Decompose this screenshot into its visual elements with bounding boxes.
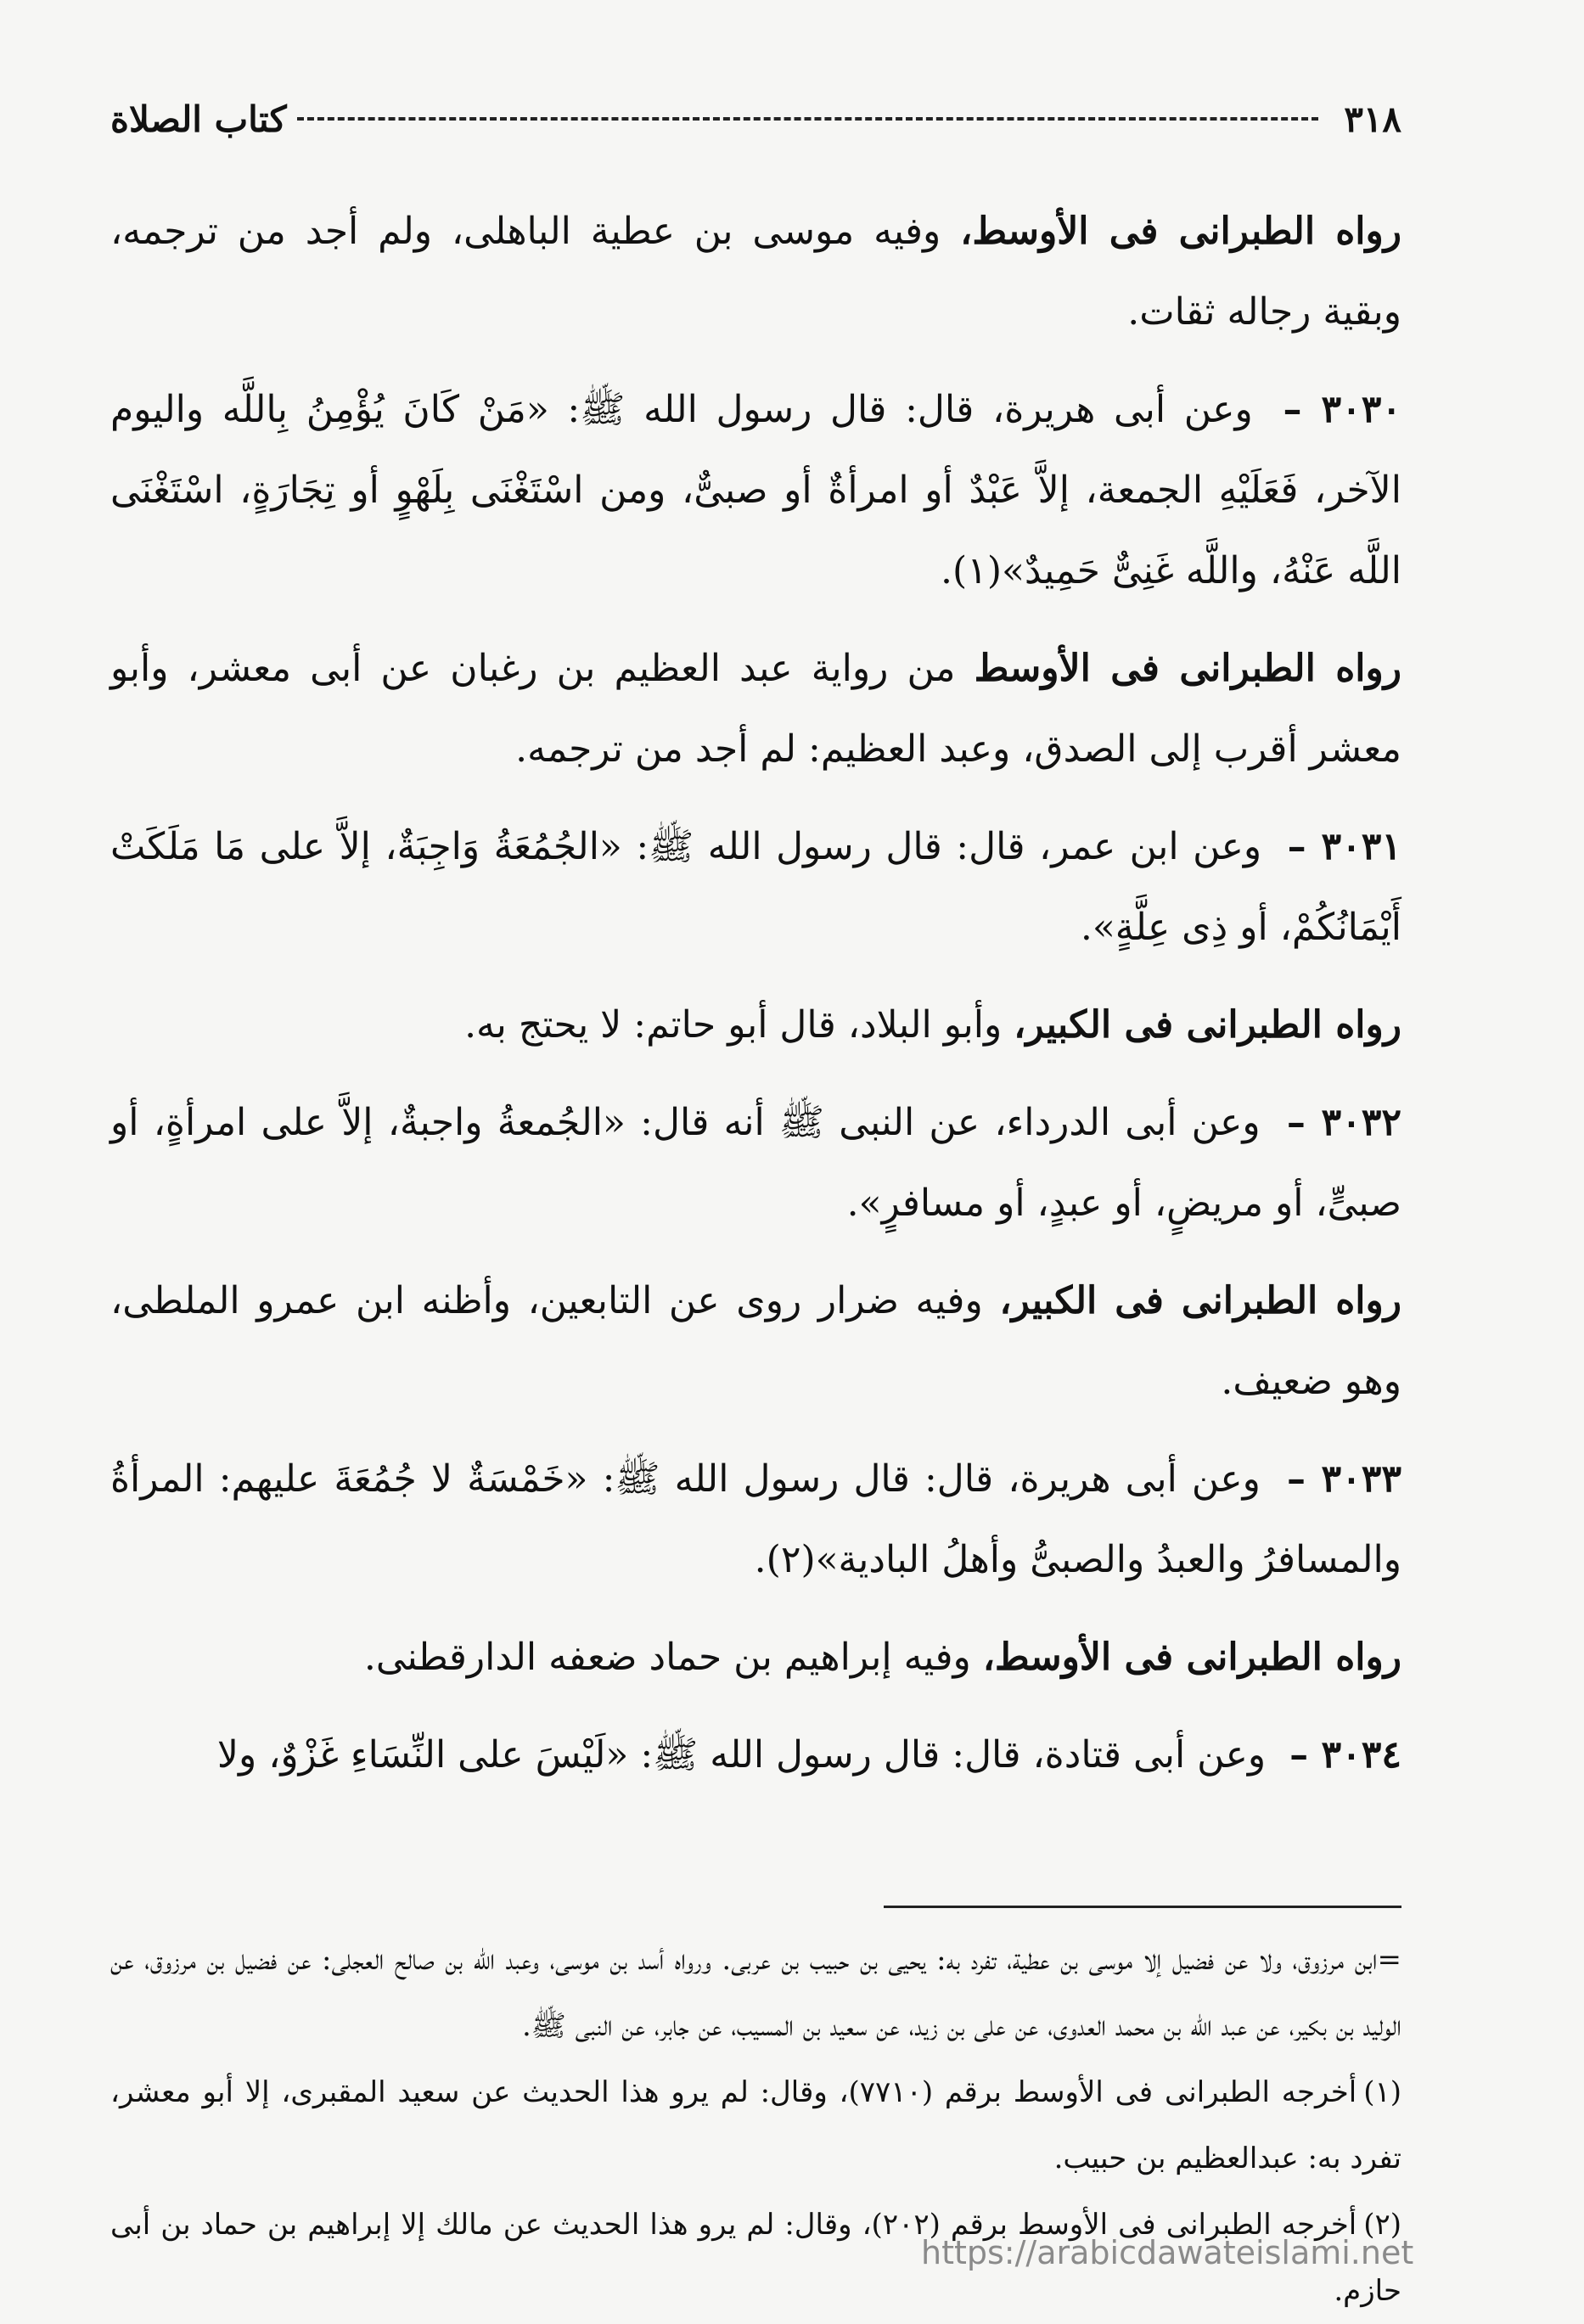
commentary-text: وفيه ضرار روى عن التابعين، وأظنه ابن عمرو الملطى، وهو ضعيف.	[110, 1279, 1401, 1403]
source-citation: رواه الطبرانى فى الكبير،	[999, 1279, 1401, 1322]
page-header	[110, 89, 1401, 149]
hadith-3031	[110, 806, 1401, 968]
page-number: ٣١٨	[1344, 98, 1401, 140]
hadith-text: وعن أبى قتادة، قال: قال رسول الله ﷺ: «لَيْسَ على النِّسَاءِ غَزْوٌ، ولا	[216, 1733, 1278, 1777]
hadith-text: وعن أبى الدرداء، عن النبى ﷺ أنه قال: «الجُمعةُ واجبةٌ، إلاَّ على امرأةٍ، أو صبىٍّ، أو مريضٍ، أو عبدٍ، أو مسافرٍ».	[110, 1101, 1401, 1225]
source-watermark: https://arabicdawateislami.net	[921, 2234, 1414, 2271]
header-dashed-rule	[297, 117, 1319, 121]
hadith-text: وعن ابن عمر، قال: قال رسول الله ﷺ: «الجُمُعَةُ وَاجِبَةٌ، إلاَّ على مَا مَلَكَتْ أَيْمَانُكُمْ، أو ذِى عِلَّةٍ».	[110, 825, 1401, 949]
footnote-text: أخرجه الطبرانى فى الأوسط برقم (٧٧١٠)، وقال: لم يرو هذا الحديث عن سعيد المقبرى، إلا أبو معشر، تفرد به: عبدالعظيم بن حبيب.	[110, 2075, 1401, 2175]
commentary-paragraph	[110, 628, 1401, 789]
footnote-1	[110, 2059, 1401, 2192]
book-title: كتاب الصلاة	[110, 98, 287, 140]
footnote-divider	[884, 1906, 1401, 1908]
hadith-3030	[110, 369, 1401, 611]
commentary-paragraph	[110, 1260, 1401, 1422]
hadith-text: وعن أبى هريرة، قال: قال رسول الله ﷺ: «مَنْ كَانَ يُؤْمِنُ بِاللَّه واليوم الآخر، فَعَلَيْهِ الجمعة، إلاَّ عَبْدٌ أو امرأةٌ أو صبىٌّ، ومن اسْتَغْنَى بِلَهْوٍ أو تِجَارَةٍ، اسْتَغْنَى اللَّه عَنْهُ، واللَّه غَنِىٌّ حَمِيدٌ»(١).	[110, 388, 1401, 592]
footnote-continuation: =ابن مرزوق، ولا عن فضيل إلا موسى بن عطية، تفرد به: يحيى بن حبيب بن عربى. ورواه أسد بن موسى، وعبد الله بن صالح العجلى: عن فضيل بن مرزوق، عن الوليد بن بكير، عن عبد الله بن محمد العدوى، عن على بن زيد، عن سعيد بن المسيب، عن جابر، عن النبى ﷺ.	[110, 1943, 1401, 2043]
hadith-3032	[110, 1082, 1401, 1243]
hadith-3034	[110, 1715, 1401, 1795]
commentary-text: وأبو البلاد، قال أبو حاتم: لا يحتج به.	[464, 1003, 1014, 1047]
footnote-number: (١)	[1363, 2075, 1401, 2109]
hadith-number: ٣٠٣١ –	[1287, 825, 1401, 868]
commentary-text: وفيه إبراهيم بن حماد ضعفه الدارقطنى.	[363, 1636, 983, 1679]
hadith-number: ٣٠٣٣ –	[1287, 1457, 1401, 1501]
source-citation: رواه الطبرانى فى الأوسط،	[960, 210, 1402, 253]
commentary-paragraph	[110, 985, 1401, 1065]
commentary-text: من رواية عبد العظيم بن رغبان عن أبى معشر، وأبو معشر أقرب إلى الصدق، وعبد العظيم: لم أجد من ترجمه.	[110, 647, 1401, 771]
source-citation: رواه الطبرانى فى الكبير،	[1014, 1003, 1401, 1047]
hadith-text: وعن أبى هريرة، قال: قال رسول الله ﷺ: «خَمْسَةٌ لا جُمُعَةَ عليهم: المرأةُ والمسافرُ والعبدُ والصبىُّ وأهلُ البادية»(٢).	[110, 1457, 1401, 1581]
commentary-text: وفيه موسى بن عطية الباهلى، ولم أجد من ترجمه، وبقية رجاله ثقات.	[110, 210, 1401, 334]
commentary-paragraph	[110, 1617, 1401, 1698]
footnote-text: أخرجه الطبرانى فى الأوسط برقم (٢٠٢)، وقال: لم يرو هذا الحديث عن مالك إلا إبراهيم بن حماد بن أبى حازم.	[110, 2208, 1401, 2308]
hadith-number: ٣٠٣٢ –	[1286, 1101, 1402, 1144]
hadith-number: ٣٠٣٠ –	[1283, 388, 1401, 431]
source-citation: رواه الطبرانى فى الأوسط	[974, 647, 1402, 690]
source-citation: رواه الطبرانى فى الأوسط،	[982, 1636, 1401, 1679]
commentary-paragraph	[110, 191, 1401, 352]
hadith-3033	[110, 1439, 1401, 1600]
hadith-number: ٣٠٣٤ –	[1289, 1733, 1401, 1777]
footnote-number: (٢)	[1363, 2208, 1401, 2242]
